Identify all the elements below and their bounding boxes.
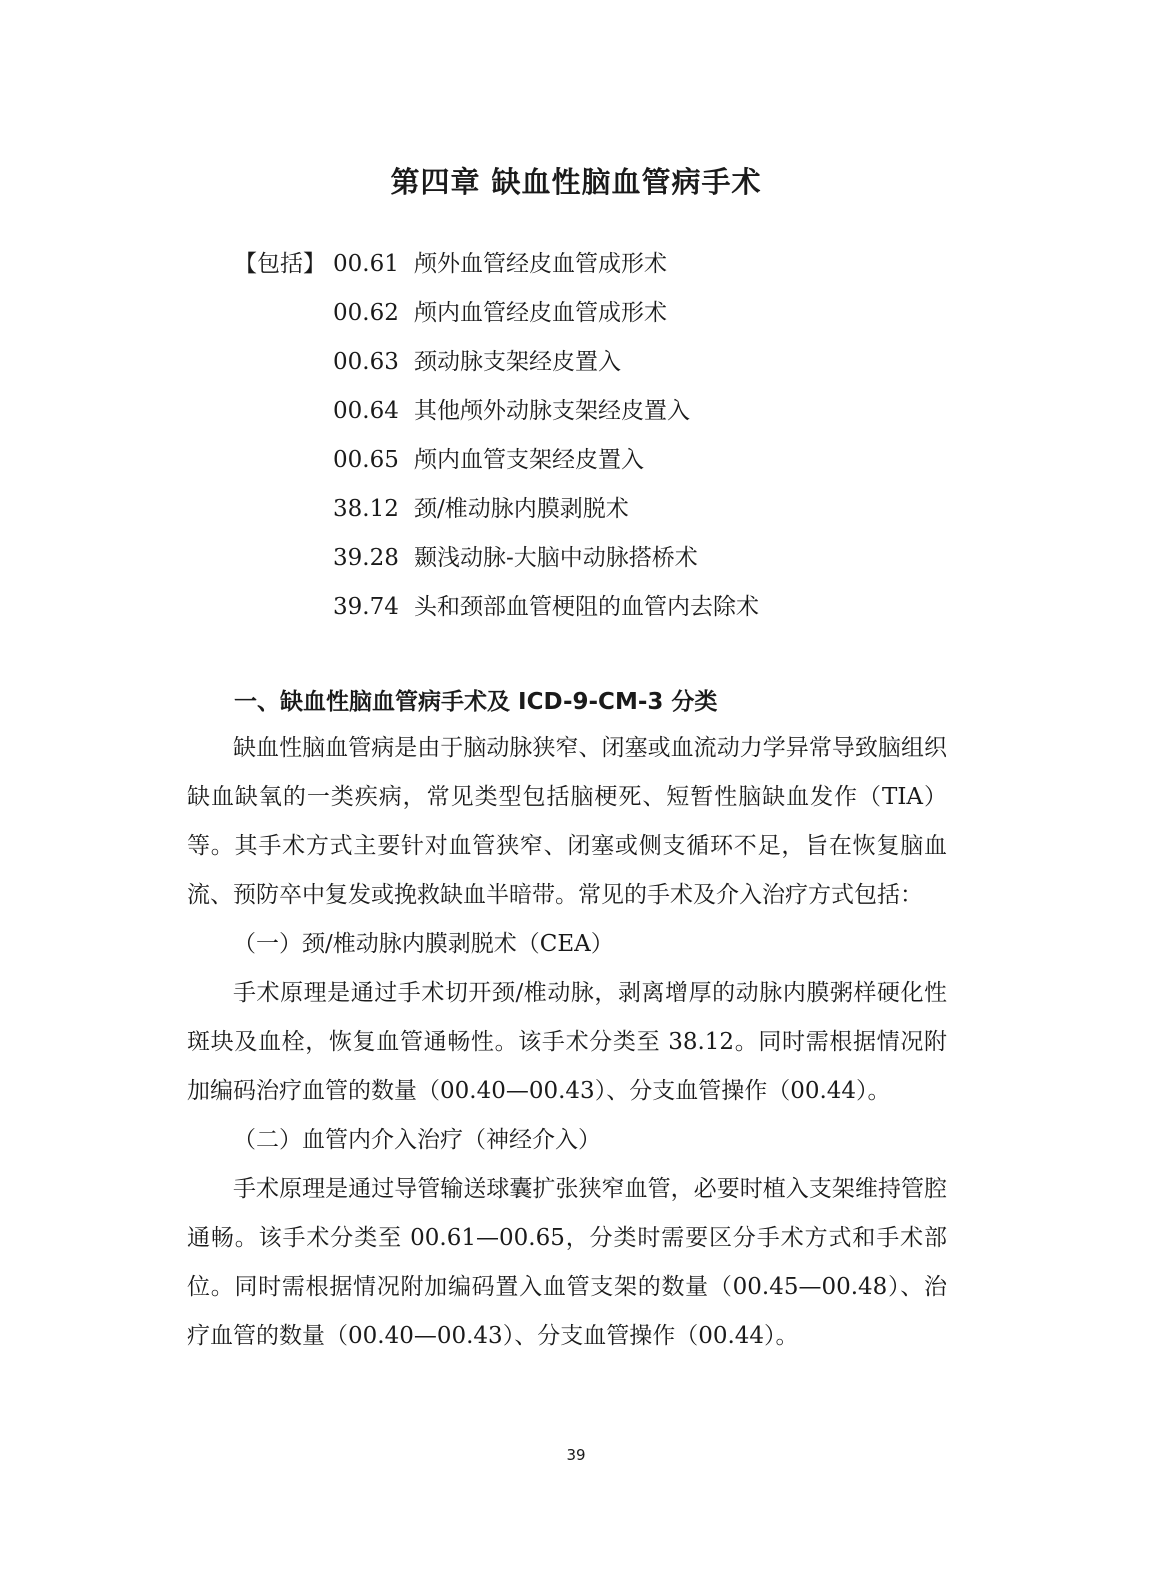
procedure-name: 颈动脉支架经皮置入: [414, 349, 621, 375]
includes-row: [234, 485, 934, 534]
cea-paragraph: 手术原理是通过手术切开颈/椎动脉，剥离增厚的动脉内膜粥样硬化性斑块及血栓，恢复血管通畅性。该手术分类至 38.12。同时需根据情况附加编码治疗血管的数量（00.40—00.43）、分支血管操作（00.44）。: [187, 980, 947, 1104]
procedure-code: 00.62: [333, 300, 399, 326]
procedure-name: 颅内血管经皮血管成形术: [414, 300, 667, 326]
includes-label: 【包括】: [234, 251, 326, 277]
procedure-name: 颅外血管经皮血管成形术: [414, 251, 667, 277]
procedure-code: 39.74: [333, 594, 399, 620]
includes-row: [234, 240, 934, 289]
intro-paragraph: 缺血性脑血管病是由于脑动脉狭窄、闭塞或血流动力学异常导致脑组织缺血缺氧的一类疾病，常见类型包括脑梗死、短暂性脑缺血发作（TIA）等。其手术方式主要针对血管狭窄、闭塞或侧支循环不足，旨在恢复脑血流、预防卒中复发或挽救缺血半暗带。常见的手术及介入治疗方式包括：: [187, 735, 947, 908]
chapter-title: 第四章 缺血性脑血管病手术: [390, 165, 762, 199]
procedure-name: 头和颈部血管梗阻的血管内去除术: [414, 594, 759, 620]
subsection-heading-intervention: （二）血管内介入治疗（神经介入）: [233, 1127, 601, 1153]
includes-row: [234, 289, 934, 338]
procedure-code: 39.28: [333, 545, 399, 571]
section-heading: 一、缺血性脑血管病手术及 ICD-9-CM-3 分类: [234, 689, 718, 715]
subsection-heading-cea: （一）颈/椎动脉内膜剥脱术（CEA）: [233, 931, 614, 957]
includes-list: [234, 240, 934, 632]
procedure-code: 00.63: [333, 349, 399, 375]
procedure-name: 颈/椎动脉内膜剥脱术: [414, 496, 629, 522]
page-number: 39: [566, 1446, 586, 1464]
includes-row: [234, 583, 934, 632]
procedure-code: 00.64: [333, 398, 399, 424]
includes-row: [234, 436, 934, 485]
procedure-name: 颞浅动脉-大脑中动脉搭桥术: [414, 545, 698, 571]
procedure-name: 颅内血管支架经皮置入: [414, 447, 644, 473]
includes-row: [234, 338, 934, 387]
intervention-paragraph: 手术原理是通过导管输送球囊扩张狭窄血管，必要时植入支架维持管腔通畅。该手术分类至 00.61—00.65，分类时需要区分手术方式和手术部位。同时需根据情况附加编码置入血管支架的数量（00.45—00.48）、治疗血管的数量（00.40—00.43）、分支血管操作（00.44）。: [187, 1176, 947, 1349]
section-body: [187, 724, 947, 1361]
procedure-code: 38.12: [333, 496, 399, 522]
procedure-name: 其他颅外动脉支架经皮置入: [414, 398, 690, 424]
includes-row: [234, 534, 934, 583]
procedure-code: 00.65: [333, 447, 399, 473]
includes-row: [234, 387, 934, 436]
procedure-code: 00.61: [333, 251, 399, 277]
